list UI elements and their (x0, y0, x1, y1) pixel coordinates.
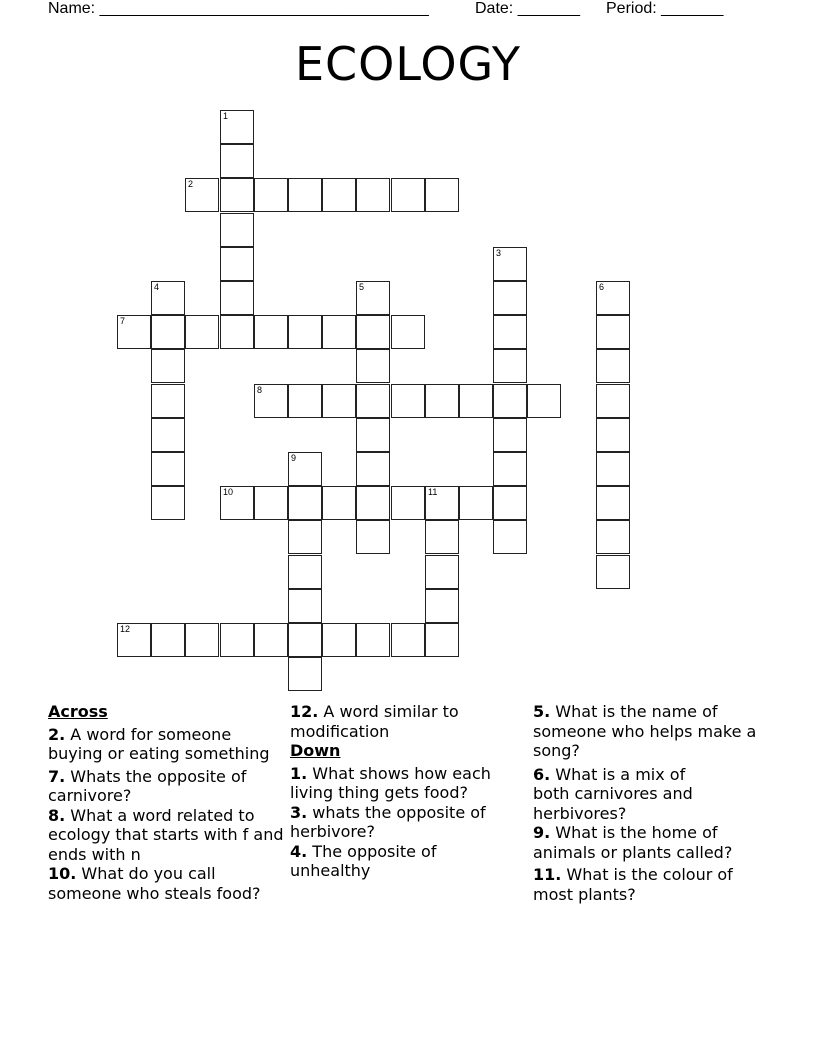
clue-across-12: 12. A word similar to modification (290, 702, 459, 741)
crossword-cell[interactable] (220, 247, 254, 281)
clue-number: 8 (257, 385, 263, 395)
crossword-cell[interactable] (425, 623, 459, 657)
crossword-cell[interactable] (493, 247, 527, 281)
crossword-cell[interactable] (425, 486, 459, 520)
crossword-cell[interactable] (254, 315, 288, 349)
crossword-cell[interactable] (220, 623, 254, 657)
crossword-cell[interactable] (356, 281, 390, 315)
crossword-cell[interactable] (288, 315, 322, 349)
crossword-cell[interactable] (596, 281, 630, 315)
crossword-cell[interactable] (254, 178, 288, 212)
crossword-cell[interactable] (493, 452, 527, 486)
crossword-cell[interactable] (493, 486, 527, 520)
crossword-cell[interactable] (391, 623, 425, 657)
crossword-cell[interactable] (425, 178, 459, 212)
clue-across-2: 2. A word for someone buying or eating something (48, 724, 270, 763)
crossword-cell[interactable] (185, 178, 219, 212)
clue-number: 4 (154, 282, 160, 292)
name-field[interactable]: Name: _____________________________________ (48, 0, 429, 17)
clue-number: 3 (496, 248, 502, 258)
crossword-cell[interactable] (254, 486, 288, 520)
clue-down-11: 11. What is the colour of most plants? (533, 865, 733, 904)
crossword-cell[interactable] (493, 281, 527, 315)
clue-number: 2 (188, 179, 194, 189)
crossword-cell[interactable] (220, 110, 254, 144)
crossword-cell[interactable] (322, 486, 356, 520)
down-heading: Down (290, 741, 341, 760)
crossword-cell[interactable] (117, 315, 151, 349)
crossword-cell[interactable] (493, 418, 527, 452)
crossword-cell[interactable] (425, 520, 459, 554)
across-heading: Across (48, 702, 108, 721)
crossword-cell[interactable] (220, 178, 254, 212)
crossword-cell[interactable] (322, 623, 356, 657)
crossword-cell[interactable] (425, 555, 459, 589)
clue-column-2 (290, 702, 496, 881)
crossword-cell[interactable] (391, 384, 425, 418)
crossword-cell[interactable] (596, 452, 630, 486)
crossword-cell[interactable] (322, 384, 356, 418)
clue-down-5: 5. What is the name of someone who helps make a song? (533, 702, 757, 760)
crossword-cell[interactable] (596, 315, 630, 349)
crossword-cell[interactable] (596, 486, 630, 520)
crossword-cell[interactable] (322, 315, 356, 349)
clue-down-4: 4. The opposite of unhealthy (290, 841, 437, 880)
crossword-cell[interactable] (151, 384, 185, 418)
clue-column-3 (533, 702, 769, 904)
clue-down-1: 1. What shows how each living thing gets food? (290, 763, 491, 802)
period-field[interactable]: Period: _______ (606, 0, 724, 17)
clue-across-10: 10. What do you call someone who steals food? (48, 864, 261, 903)
crossword-cell[interactable] (288, 178, 322, 212)
date-field[interactable]: Date: _______ (475, 0, 580, 17)
page-title: ECOLOGY (294, 37, 522, 91)
clue-number: 6 (599, 282, 605, 292)
crossword-cell[interactable] (151, 281, 185, 315)
crossword-cell[interactable] (288, 657, 322, 691)
crossword-cell[interactable] (493, 349, 527, 383)
crossword-cell[interactable] (356, 418, 390, 452)
crossword-cell[interactable] (596, 418, 630, 452)
crossword-cell[interactable] (288, 452, 322, 486)
crossword-cell[interactable] (493, 520, 527, 554)
crossword-cell[interactable] (356, 315, 390, 349)
clue-across-7: 7. Whats the opposite of carnivore? (48, 766, 247, 805)
crossword-cell[interactable] (220, 315, 254, 349)
crossword-cell[interactable] (117, 623, 151, 657)
crossword-cell[interactable] (220, 486, 254, 520)
crossword-cell[interactable] (356, 623, 390, 657)
crossword-cell[interactable] (459, 486, 493, 520)
crossword-cell[interactable] (493, 315, 527, 349)
crossword-cell[interactable] (151, 315, 185, 349)
clue-down-3: 3. whats the opposite of herbivore? (290, 802, 486, 841)
crossword-cell[interactable] (220, 213, 254, 247)
crossword-cell[interactable] (151, 349, 185, 383)
clue-number: 11 (428, 487, 438, 497)
crossword-cell[interactable] (254, 384, 288, 418)
crossword-cell[interactable] (356, 486, 390, 520)
crossword-cell[interactable] (151, 486, 185, 520)
crossword-cell[interactable] (151, 623, 185, 657)
crossword-cell[interactable] (322, 178, 356, 212)
clue-column-1 (48, 702, 284, 903)
crossword-cell[interactable] (527, 384, 561, 418)
crossword-cell[interactable] (391, 178, 425, 212)
crossword-cell[interactable] (288, 384, 322, 418)
crossword-cell[interactable] (391, 486, 425, 520)
clue-down-6: 6. What is a mix of both carnivores and herbivores? (533, 764, 693, 823)
clue-number: 9 (291, 453, 297, 463)
crossword-cell[interactable] (288, 520, 322, 554)
crossword-cell[interactable] (356, 178, 390, 212)
crossword-cell[interactable] (356, 520, 390, 554)
crossword-cell[interactable] (254, 623, 288, 657)
crossword-cell[interactable] (151, 452, 185, 486)
crossword-cell[interactable] (425, 589, 459, 623)
crossword-cell[interactable] (220, 144, 254, 178)
clue-across-8: 8. What a word related to ecology that starts with f and ends with n (48, 805, 284, 864)
clue-number: 12 (120, 624, 131, 634)
clue-number: 1 (223, 111, 229, 121)
crossword-cell[interactable] (596, 555, 630, 589)
crossword-cell[interactable] (356, 349, 390, 383)
crossword-cell[interactable] (185, 623, 219, 657)
crossword-cell[interactable] (356, 452, 390, 486)
crossword-cell[interactable] (596, 349, 630, 383)
crossword-cell[interactable] (459, 384, 493, 418)
crossword-cell[interactable] (356, 384, 390, 418)
crossword-cell[interactable] (220, 281, 254, 315)
crossword-cell[interactable] (425, 384, 459, 418)
crossword-cell[interactable] (288, 555, 322, 589)
crossword-cell[interactable] (288, 589, 322, 623)
clue-down-9: 9. What is the home of animals or plants called? (533, 823, 733, 862)
crossword-cell[interactable] (151, 418, 185, 452)
crossword-cell[interactable] (596, 520, 630, 554)
crossword-cell[interactable] (391, 315, 425, 349)
clue-number: 10 (223, 487, 234, 497)
crossword-cell[interactable] (493, 384, 527, 418)
clue-number: 5 (359, 282, 365, 292)
crossword-cell[interactable] (185, 315, 219, 349)
crossword-cell[interactable] (288, 486, 322, 520)
clue-number: 7 (120, 316, 126, 326)
crossword-cell[interactable] (596, 384, 630, 418)
crossword-cell[interactable] (288, 623, 322, 657)
